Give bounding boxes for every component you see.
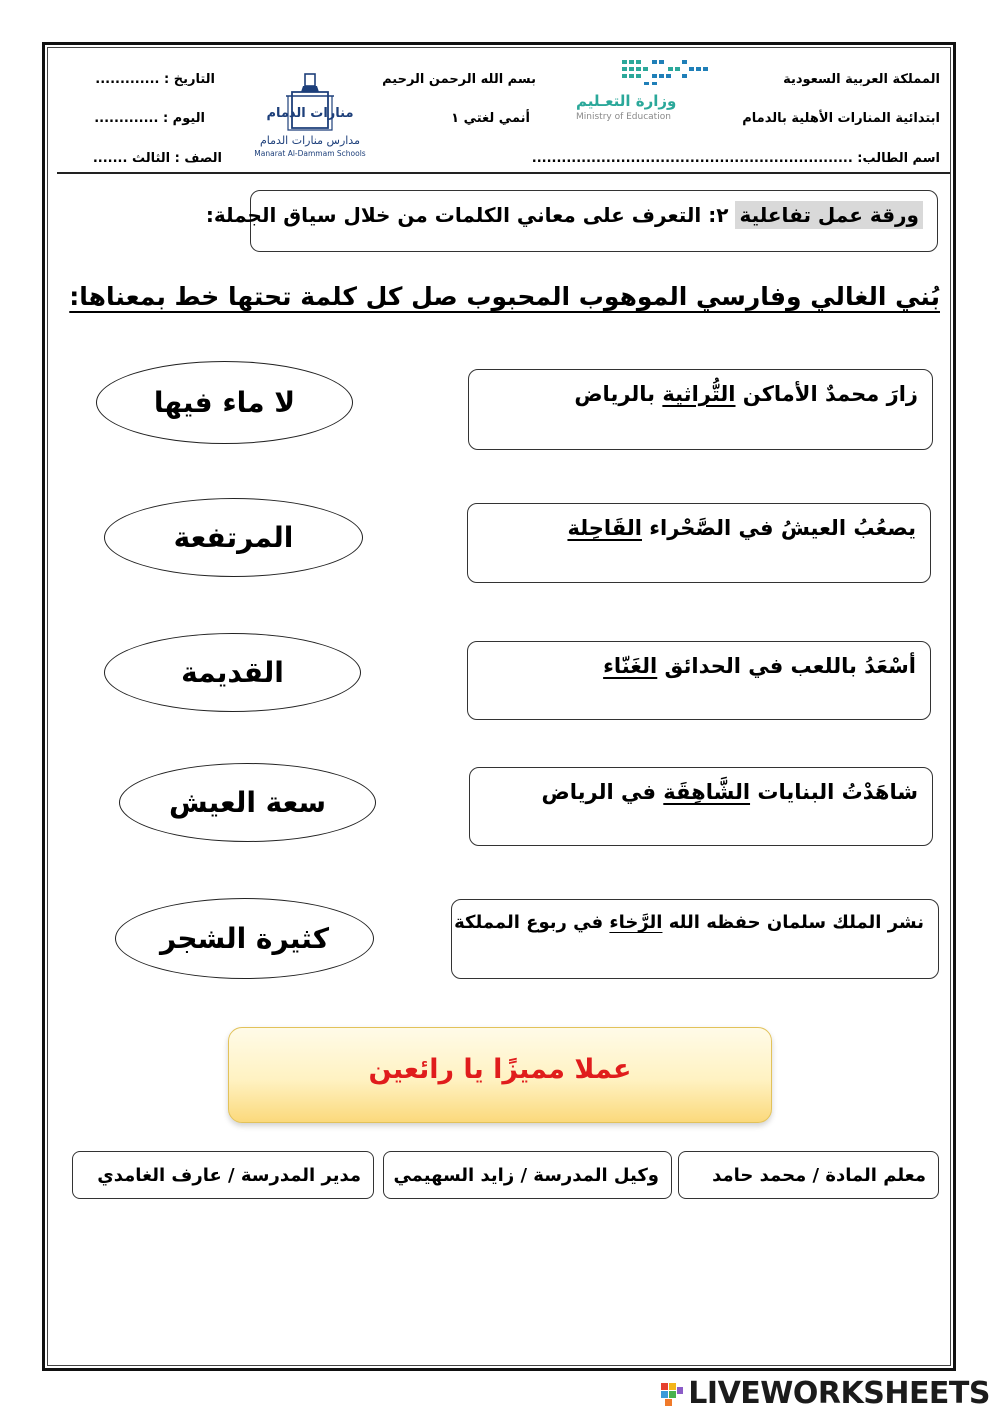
header-divider (57, 172, 950, 174)
sentence-text-3: أسْعَدُ باللعب في الحدائق الغَنّاء (603, 654, 916, 678)
underlined-word-2[interactable]: القَاحِلة (567, 516, 642, 540)
ministry-logo-arabic: وزارة التعـليم (576, 92, 677, 110)
day-field[interactable]: اليوم : ............. (94, 111, 205, 126)
underlined-word-3[interactable]: الغَنّاء (603, 654, 658, 678)
liveworksheets-brand (660, 1376, 990, 1411)
basmala: بسم الله الرحمن الرحيم (382, 72, 536, 87)
sentence-box-4[interactable] (469, 767, 933, 846)
praise-text: عملا مميزًا يا رائعين (368, 1053, 632, 1085)
praise-banner (228, 1027, 772, 1123)
school-logo-english: Manarat Al-Dammam Schools (254, 149, 366, 158)
liveworksheets-logo-icon (660, 1381, 684, 1407)
subject-title: أنمي لغتي ١ (451, 111, 530, 126)
meaning-oval-3[interactable]: القديمة (104, 633, 361, 712)
sentence-box-1[interactable] (468, 369, 933, 450)
sentence-box-3[interactable] (467, 641, 931, 720)
meaning-oval-5[interactable]: كثيرة الشجر (115, 898, 374, 979)
meaning-oval-4[interactable]: سعة العيش (119, 763, 376, 842)
ministry-logo-english: Ministry of Education (576, 112, 671, 122)
sentence-text-5: نشر الملك سلمان حفظه الله الرَّخاء في ربوع المملكة (454, 912, 924, 933)
manarat-school-logo (250, 70, 370, 162)
sentence-box-2[interactable] (467, 503, 931, 583)
teacher-signature-box: معلم المادة / محمد حامد (678, 1151, 939, 1199)
school-logo-arabic: منارات الدمام (266, 106, 354, 121)
underlined-word-5[interactable]: الرَّخاء (609, 912, 663, 933)
underlined-word-4[interactable]: الشَّاهِقَة (663, 780, 751, 804)
deputy-signature-box: وكيل المدرسة / زايد السهيمي (383, 1151, 672, 1199)
sentence-text-4: شاهَدْتُ البنايات الشَّاهِقَة في الرياض (541, 780, 918, 804)
worksheet-title-box (205, 190, 938, 252)
principal-signature-box: مدير المدرسة / عارف الغامدي (72, 1151, 374, 1199)
worksheet-title-highlight: ورقة عمل تفاعلية (735, 201, 923, 229)
header-school: ابتدائية المنارات الأهلية بالدمام (742, 111, 940, 126)
school-logo-caption: مدارس منارات الدمام (260, 134, 360, 147)
school-emblem-icon (250, 70, 370, 132)
ministry-dots-icon (572, 56, 722, 92)
underlined-word-1[interactable]: التُّراثية (662, 382, 736, 406)
meaning-oval-2[interactable]: المرتفعة (104, 498, 363, 577)
meaning-oval-1[interactable]: لا ماء فيها (96, 361, 353, 444)
liveworksheets-wordmark: LIVEWORKSHEETS (688, 1376, 990, 1411)
sentence-text-1: زارَ محمدٌ الأماكن التُّراثية بالرياض (574, 382, 918, 406)
student-name-field[interactable]: اسم الطالب: ................................................................. (531, 151, 940, 166)
sentence-text-2: يصعُبُ العيشُ في الصَّحْراء القَاحِلة (567, 516, 916, 540)
sentence-box-5[interactable] (451, 899, 939, 979)
instruction-text: بُني الغالي وفارسي الموهوب المحبوب صل كل كلمة تحتها خط بمعناها: (69, 282, 940, 311)
worksheet-title (206, 203, 923, 227)
header-country: المملكة العربية السعودية (783, 72, 940, 87)
ministry-of-education-logo (572, 56, 722, 126)
grade-field: الصف : الثالث ....... (92, 151, 222, 166)
date-field[interactable]: التاريخ : ............. (95, 72, 215, 87)
worksheet-title-rest: ٢: التعرف على معاني الكلمات من خلال سياق الجملة: (205, 203, 736, 227)
